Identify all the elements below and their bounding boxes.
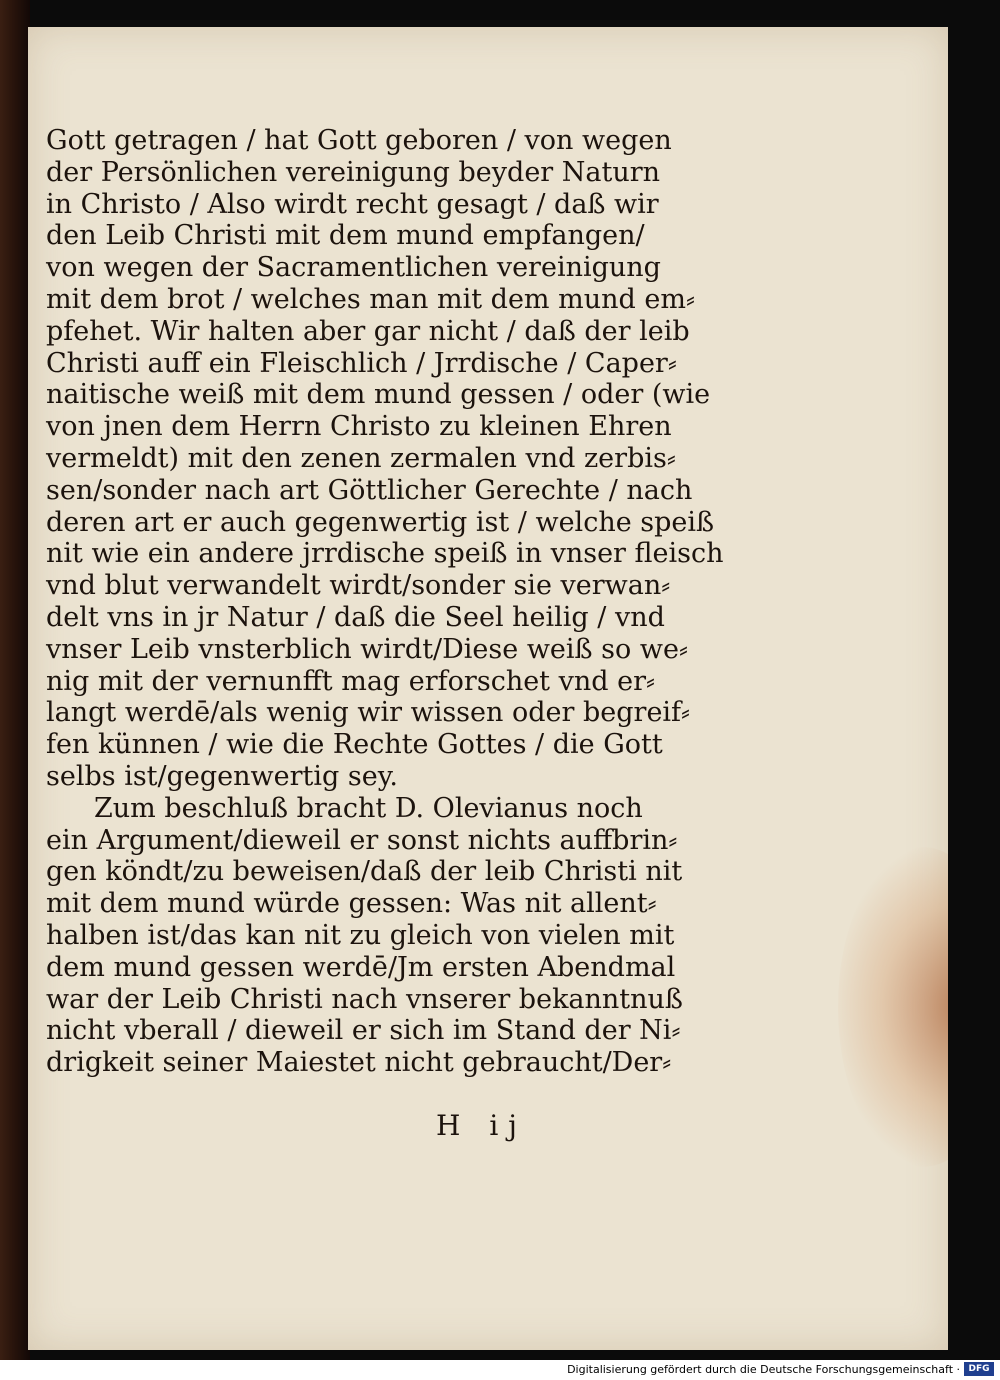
text-line: langt werdē/als wenig wir wissen oder begreif⸗ — [46, 697, 691, 729]
text-line: nit wie ein andere jrrdische speiß in vnser fleisch — [46, 538, 724, 570]
text-line: Gott getragen / hat Gott geboren / von wegen — [46, 125, 672, 156]
text-line: naitische weiß mit dem mund gessen / oder (wie — [46, 379, 711, 411]
book-page — [28, 27, 948, 1350]
text-line: Zum beschluß bracht D. Olevianus noch — [94, 792, 643, 824]
signature-mark: H ij — [436, 1109, 527, 1142]
funding-notice: Digitalisierung gefördert durch die Deutsche Forschungsgemeinschaft · — [567, 1363, 960, 1376]
text-line: nig mit der vernunfft mag erforschet vnd er⸗ — [46, 665, 656, 697]
book-spine — [0, 0, 30, 1360]
text-line: delt vns in jr Natur / daß die Seel heilig / vnd — [46, 601, 665, 633]
text-block — [46, 125, 724, 1079]
text-line: in Christo / Also wirdt recht gesagt / daß wir — [46, 188, 659, 220]
text-line: vnser Leib vnsterblich wirdt/Diese weiß so we⸗ — [46, 633, 688, 665]
dfg-logo-icon: DFG — [964, 1362, 994, 1376]
text-line: von wegen der Sacramentlichen vereinigung — [46, 252, 661, 284]
text-line: ein Argument/dieweil er sonst nichts auffbrin⸗ — [46, 824, 678, 856]
text-line: pfehet. Wir halten aber gar nicht / daß der leib — [46, 315, 690, 347]
text-line: sen/sonder nach art Göttlicher Gerechte / nach — [46, 474, 693, 506]
text-line: von jnen dem Herrn Christo zu kleinen Ehren — [46, 411, 672, 443]
text-line: dem mund gessen werdē/Jm ersten Abendmal — [46, 951, 676, 983]
page-stain — [838, 847, 948, 1167]
text-line: den Leib Christi mit dem mund empfangen/ — [46, 220, 645, 252]
text-line: mit dem brot / welches man mit dem mund em⸗ — [46, 283, 695, 315]
text-line: der Persönlichen vereinigung beyder Naturn — [46, 156, 661, 188]
text-line: mit dem mund würde gessen: Was nit allent⸗ — [46, 888, 657, 920]
text-line: selbs ist/gegenwertig sey. — [46, 760, 398, 792]
text-line: vnd blut verwandelt wirdt/sonder sie verwan⸗ — [46, 570, 671, 602]
text-line: drigkeit seiner Maiestet nicht gebraucht/Der⸗ — [46, 1047, 672, 1079]
text-line: gen köndt/zu beweisen/daß der leib Christi nit — [46, 856, 683, 888]
text-line: Christi auff ein Fleischlich / Jrrdische / Caper⸗ — [46, 347, 677, 379]
text-line: fen künnen / wie die Rechte Gottes / die Gott — [46, 729, 663, 761]
text-line: nicht vberall / dieweil er sich im Stand der Ni⸗ — [46, 1015, 681, 1047]
text-line: halben ist/das kan nit zu gleich von vielen mit — [46, 919, 675, 951]
text-line: vermeldt) mit den zenen zermalen vnd zerbis⸗ — [46, 442, 676, 474]
text-line: deren art er auch gegenwertig ist / welche speiß — [46, 506, 715, 538]
text-line: war der Leib Christi nach vnserer bekanntnuß — [46, 983, 683, 1015]
